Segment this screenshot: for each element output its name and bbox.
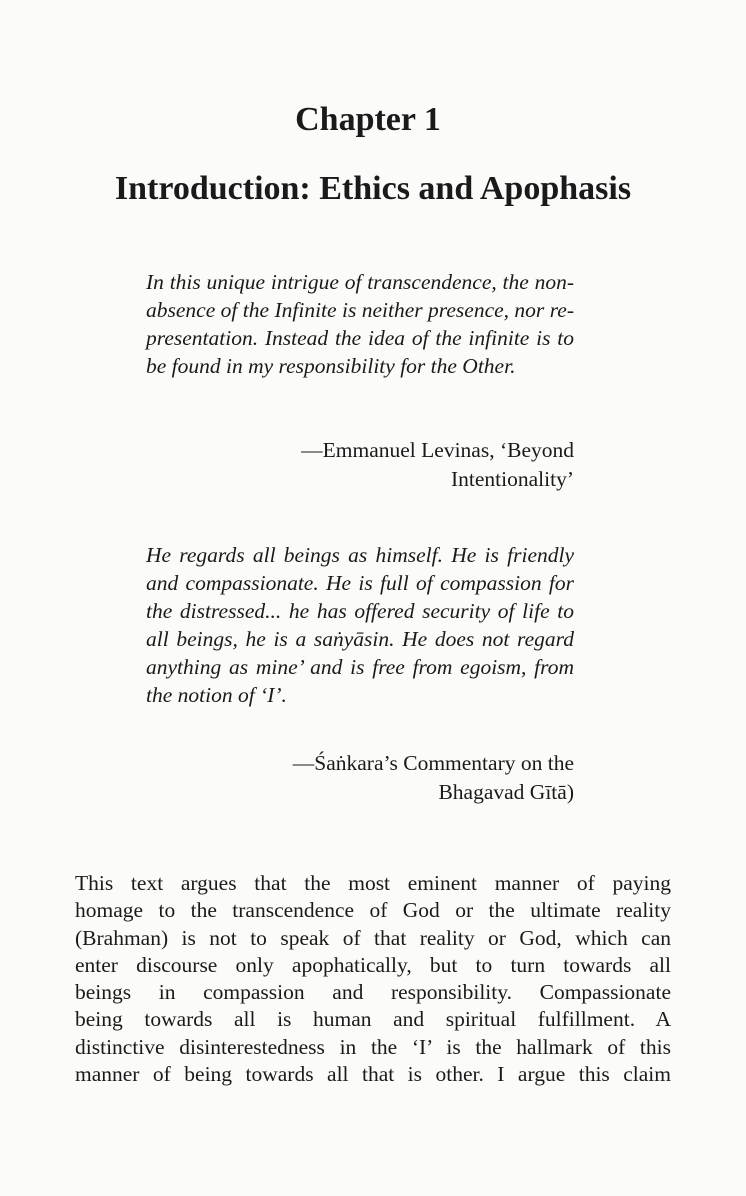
epigraph-attribution-sankara — [146, 749, 574, 807]
epigraph-attribution-levinas — [146, 436, 574, 494]
chapter-label: Chapter 1 — [295, 101, 441, 138]
body-line: distinctive disinterestedness in the ‘I’ is the hallmark of this — [75, 1034, 671, 1059]
body-line: manner of being towards all that is other. I argue this claim — [75, 1062, 671, 1087]
chapter-title: Introduction: Ethics and Apophasis — [114, 170, 632, 207]
body-line: being towards all is human and spiritual fulfillment. A — [75, 1007, 671, 1032]
body-line: This text argues that the most eminent manner of paying — [75, 871, 671, 895]
body-line: beings in compassion and responsibility. Compassionate — [75, 980, 671, 1005]
body-line: (Brahman) is not to speak of that reality or God, which can — [75, 925, 671, 950]
attribution-line: —Śaṅkara’s Commentary on the — [292, 751, 574, 775]
epigraph-quote: He regards all beings as himself. He is friendly and compassionate. He is full of compassion for the distressed... he has offered security of life to all beings, he is a saṅyāsin. He does not regard anything as mine’ and is free from egoism, from the notion of ‘I’. — [146, 543, 574, 707]
attribution-line: —Emmanuel Levinas, ‘Beyond — [301, 438, 574, 462]
attribution-line: Bhagavad Gītā) — [438, 780, 574, 804]
epigraph-sankara — [146, 541, 574, 709]
epigraph-levinas — [146, 268, 574, 380]
body-line: homage to the transcendence of God or the ultimate reality — [75, 898, 671, 923]
epigraph-quote: In this unique intrigue of transcendence, the non-absence of the Infinite is neither presence, nor re-presentation. Instead the idea of the infinite is to be found in my responsibility for the Other. — [146, 270, 574, 378]
body-line: enter discourse only apophatically, but to turn towards all — [75, 952, 671, 977]
body-paragraph — [75, 870, 671, 1088]
attribution-line: Intentionality’ — [451, 467, 574, 491]
